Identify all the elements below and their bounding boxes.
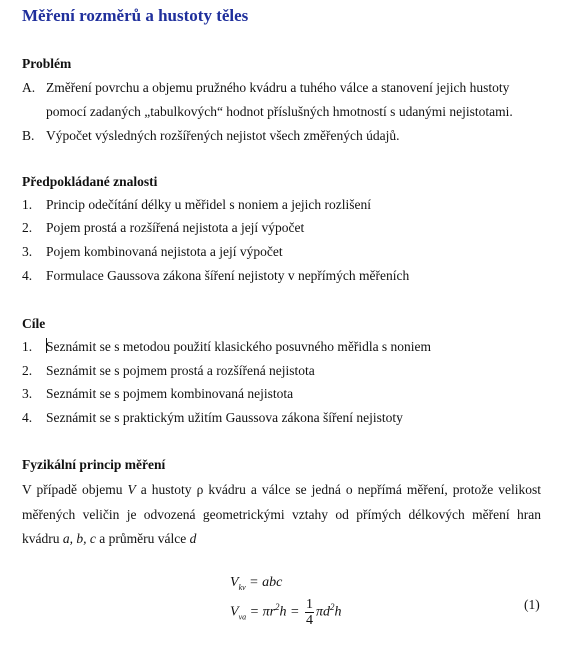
list-item [22,382,542,406]
list-item-text: Pojem prostá a rozšířená nejistota a její výpočet [46,220,305,235]
paragraph-var: a, b, c [62,531,96,546]
list-marker: A. [22,80,36,95]
heading-principle: Fyzikální princip měření [22,457,166,472]
list-item [22,335,542,359]
heading-problem: Problém [22,56,72,71]
eq-rhs: h = [279,604,300,620]
list-item-text: Seznámit se s pojmem prostá a rozšířená nejistota [46,363,315,378]
list-item [22,359,542,383]
paragraph-text: V případě objemu [22,482,128,497]
page-title: Měření rozměrů a hustoty těles [22,6,249,25]
principle-paragraph [22,478,541,552]
list-item [22,406,542,430]
eq-symbol: V [230,604,239,620]
eq-superscript: 2 [330,602,335,613]
paragraph-text: a hustoty ρ kvádru a válce se jedná o nepřímá měření, protože velikost měřených veličin je odvozená geometrickými vztahy od přímých délkových měření hran kvádru [22,482,541,546]
heading-knowledge: Předpokládané znalosti [22,174,158,189]
list-marker: 1. [22,197,33,212]
eq-rhs: h [334,604,342,620]
list-item-line: Výpočet výsledných rozšířených nejistot všech změřených údajů. [46,128,400,143]
list-item-line: Změření povrchu a objemu pružného kvádru a tuhého válce a stanovení jejich hustoty [46,80,510,95]
eq-superscript: 2 [275,602,280,613]
eq-subscript: va [238,612,247,622]
list-item [22,240,542,264]
list-item-text: Formulace Gaussova zákona šíření nejistoty v nepřímých měřeních [46,268,410,283]
equation-cylinder-volume [230,597,342,628]
paragraph-text: a průměru válce [95,531,190,546]
heading-goals: Cíle [22,316,46,331]
list-item-text: Pojem kombinovaná nejistota a její výpočet [46,244,283,259]
eq-rhs: = πr [249,604,276,620]
list-item [22,193,542,217]
eq-symbol: V [230,575,239,590]
equation-cuboid-volume [230,575,282,592]
list-item [22,264,542,288]
eq-rhs: πd [316,604,331,620]
list-item [22,216,542,240]
eq-rhs: = abc [249,575,283,590]
paragraph-var: d [189,531,197,546]
list-item [22,124,542,148]
list-item [22,76,542,124]
eq-fraction [305,597,314,628]
fraction-denominator: 4 [306,613,313,628]
list-item-text: Princip odečítání délky u měřidel s noniem a jejich rozlišení [46,197,372,212]
list-marker: 2. [22,220,33,235]
eq-subscript: kv [238,582,246,592]
list-marker: 1. [22,339,33,354]
list-item-text: Seznámit se s pojmem kombinovaná nejistota [46,386,294,401]
list-marker: 4. [22,410,33,425]
list-marker: 3. [22,244,33,259]
fraction-numerator: 1 [306,597,313,612]
list-item-line: pomocí zadaných „tabulkových“ hodnot příslušných hmotností s udanými nejistotami. [46,104,513,119]
list-marker: 3. [22,386,33,401]
list-marker: 4. [22,268,33,283]
list-item-text: Seznámit se s praktickým užitím Gaussova zákona šíření nejistoty [46,410,403,425]
list-marker: 2. [22,363,33,378]
equation-number: (1) [524,597,540,612]
list-item-text: Seznámit se s metodou použití klasického posuvného měřidla s noniem [46,339,432,354]
list-marker: B. [22,128,35,143]
paragraph-var: V [127,482,136,497]
